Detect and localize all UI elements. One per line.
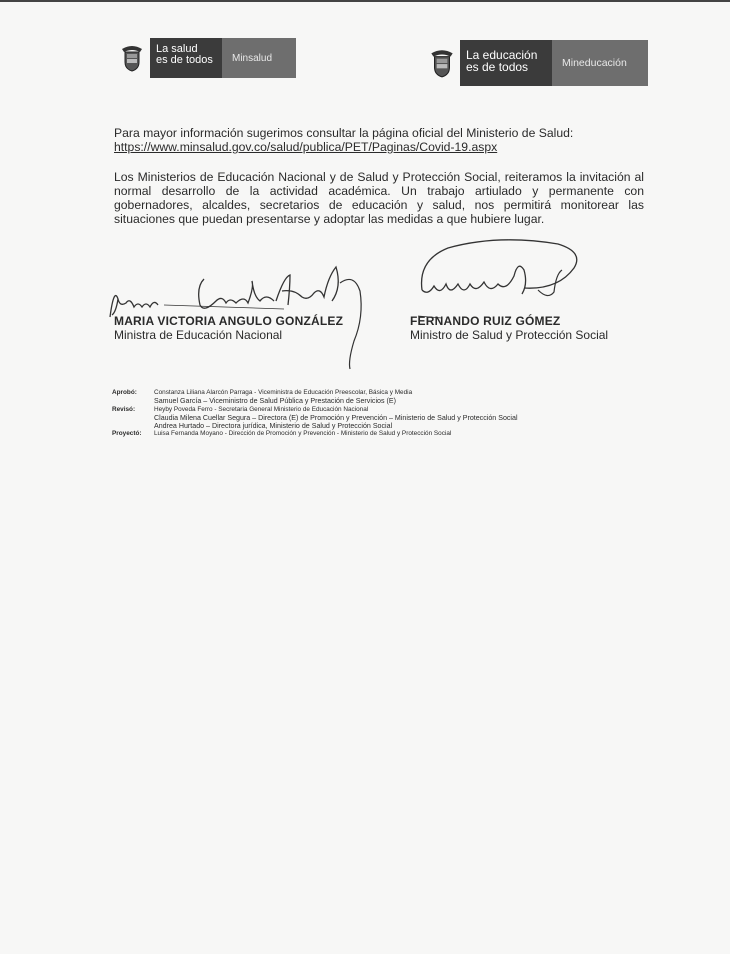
credit-label: Aprobó: [112,389,137,396]
minsalud-covid-link[interactable]: https://www.minsalud.gov.co/salud/publica/PET/Paginas/Covid-19.aspx [114,140,498,154]
logo-slogan-line2: es de todos [156,54,213,66]
credit-row [112,397,672,405]
credit-row [112,389,672,397]
logo-ministry-name: Minsalud [222,38,296,78]
logo-slogan-line1: La educación [466,48,538,62]
colombia-coat-of-arms-icon [424,40,460,86]
signatory-right-name: FERNANDO RUIZ GÓMEZ [410,314,561,328]
credit-row [112,422,672,430]
credit-text: Andrea Hurtado – Directora jurídica, Ministerio de Salud y Protección Social [154,422,393,431]
credit-text: Luisa Fernanda Moyano - Dirección de Promoción y Prevención - Ministerio de Salud y Protección Social [154,430,452,438]
logo-slogan-line1: La salud [156,43,198,55]
signatory-left-name: MARIA VICTORIA ANGULO GONZÁLEZ [114,314,344,328]
minsalud-logo [114,38,296,78]
logo-ministry-name: Mineducación [552,40,648,86]
credit-row [112,430,672,438]
credit-label: Proyectó: [112,430,142,438]
signatory-right-role: Ministro de Salud y Protección Social [410,328,609,342]
credit-row [112,414,672,422]
credit-label: Revisó: [112,405,136,413]
logo-slogan [460,40,552,86]
credit-text: Claudia Milena Cuellar Segura – Directora (E) de Promoción y Prevención – Ministerio de Salud y Protección Social [154,413,518,422]
info-paragraph [114,126,644,154]
credit-row [112,406,672,414]
closing-paragraph: Los Ministerios de Educación Nacional y de Salud y Protección Social, reiteramos la invitación al normal desarrollo de la actividad académica. Un trabajo artiulado y permanente con gobernadores, alcaldes, secretarios de educación y salud, nos permitirá monitorear las situaciones que puedan presentarse y adoptar las medidas a que hubiere lugar. [114,170,644,226]
signatory-left-role: Ministra de Educación Nacional [114,328,283,342]
approval-credits [112,389,672,439]
colombia-coat-of-arms-icon [114,38,150,78]
credit-text: Constanza Liliana Alarcón Parraga - Viceministra de Educación Preescolar, Básica y Media [154,389,413,396]
credit-text: Heyby Poveda Ferro - Secretaria General Ministerio de Educación Nacional [154,405,369,413]
info-text: Para mayor información sugerimos consultar la página oficial del Ministerio de Salud: [114,126,574,140]
logo-slogan [150,38,222,78]
logo-slogan-line2: es de todos [466,60,529,74]
mineducacion-logo [424,40,648,86]
credit-text: Samuel García – Viceministro de Salud Pública y Prestación de Servicios (E) [154,397,396,406]
